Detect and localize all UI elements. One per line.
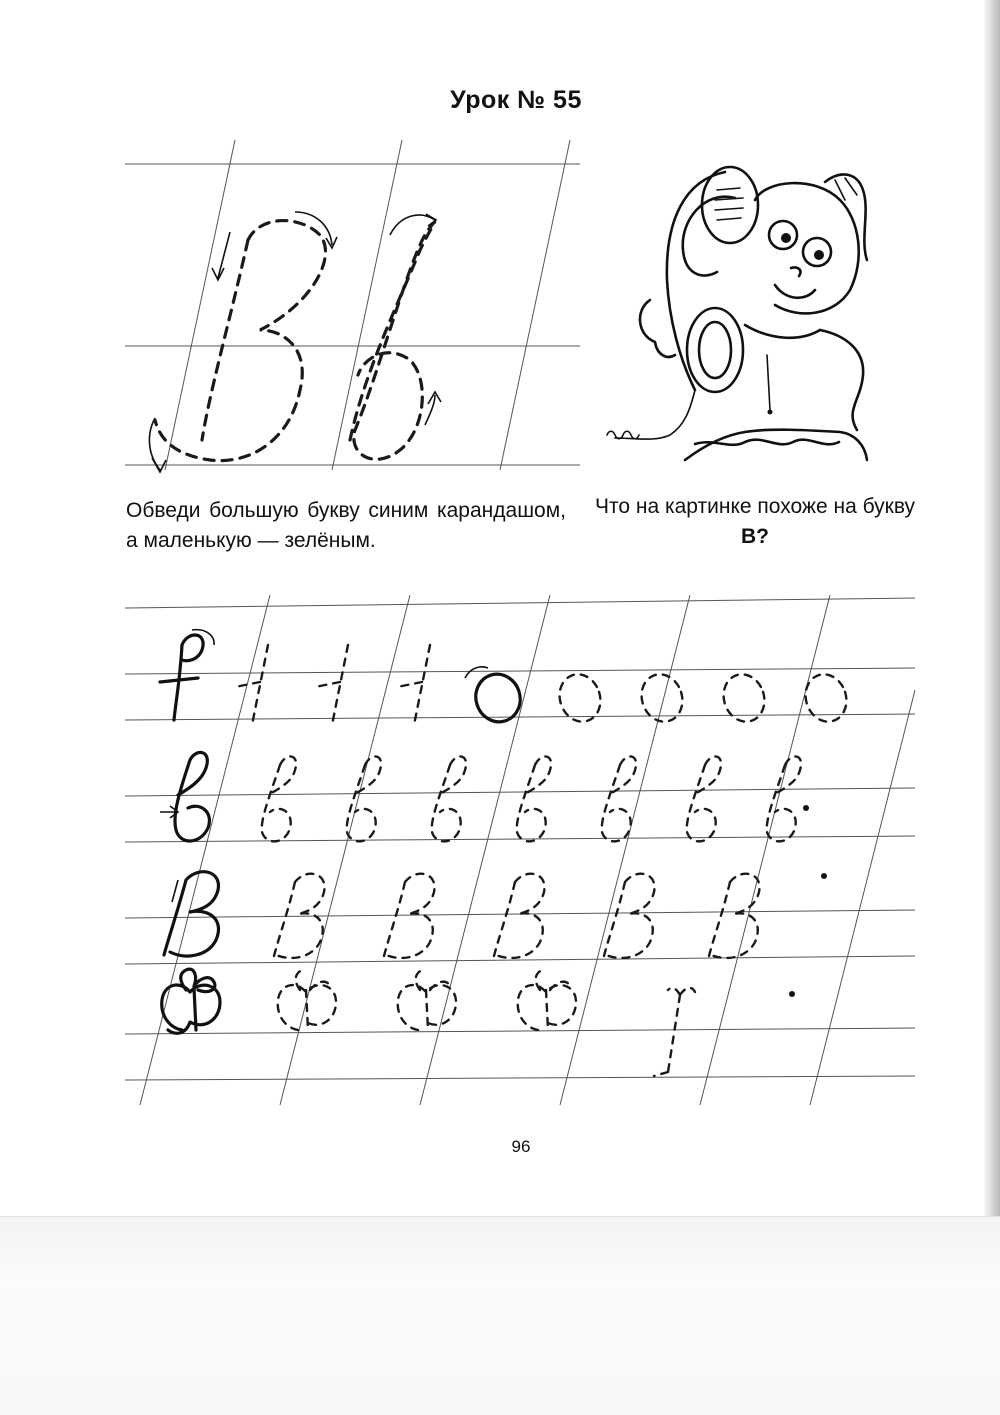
row-3-strokes bbox=[164, 872, 827, 958]
letter-question-text: Что на картинке похоже на букву bbox=[594, 495, 916, 518]
capital-v-dashed bbox=[155, 221, 325, 461]
handwriting-practice-grid bbox=[120, 590, 920, 1110]
small-v-dashed bbox=[350, 222, 435, 459]
page-number: 96 bbox=[511, 1137, 531, 1156]
row-4-strokes bbox=[162, 969, 795, 1076]
scan-margin bbox=[0, 1216, 1000, 1415]
top-guide-lines bbox=[125, 140, 580, 470]
row-2-strokes bbox=[160, 752, 809, 841]
letter-question-highlight: В? bbox=[741, 525, 769, 548]
row-1-strokes bbox=[160, 630, 852, 728]
scan-edge bbox=[984, 0, 1000, 1414]
stroke-direction-arrows bbox=[149, 212, 441, 472]
practice-guide-lines bbox=[125, 595, 915, 1105]
letter-question bbox=[590, 492, 920, 552]
trace-instruction: Обведи большую букву синим карандашом, а маленькую — зелёным. bbox=[126, 499, 566, 552]
lesson-title: Урок № 55 bbox=[450, 86, 582, 114]
girl-with-phone-illustration bbox=[595, 160, 895, 470]
